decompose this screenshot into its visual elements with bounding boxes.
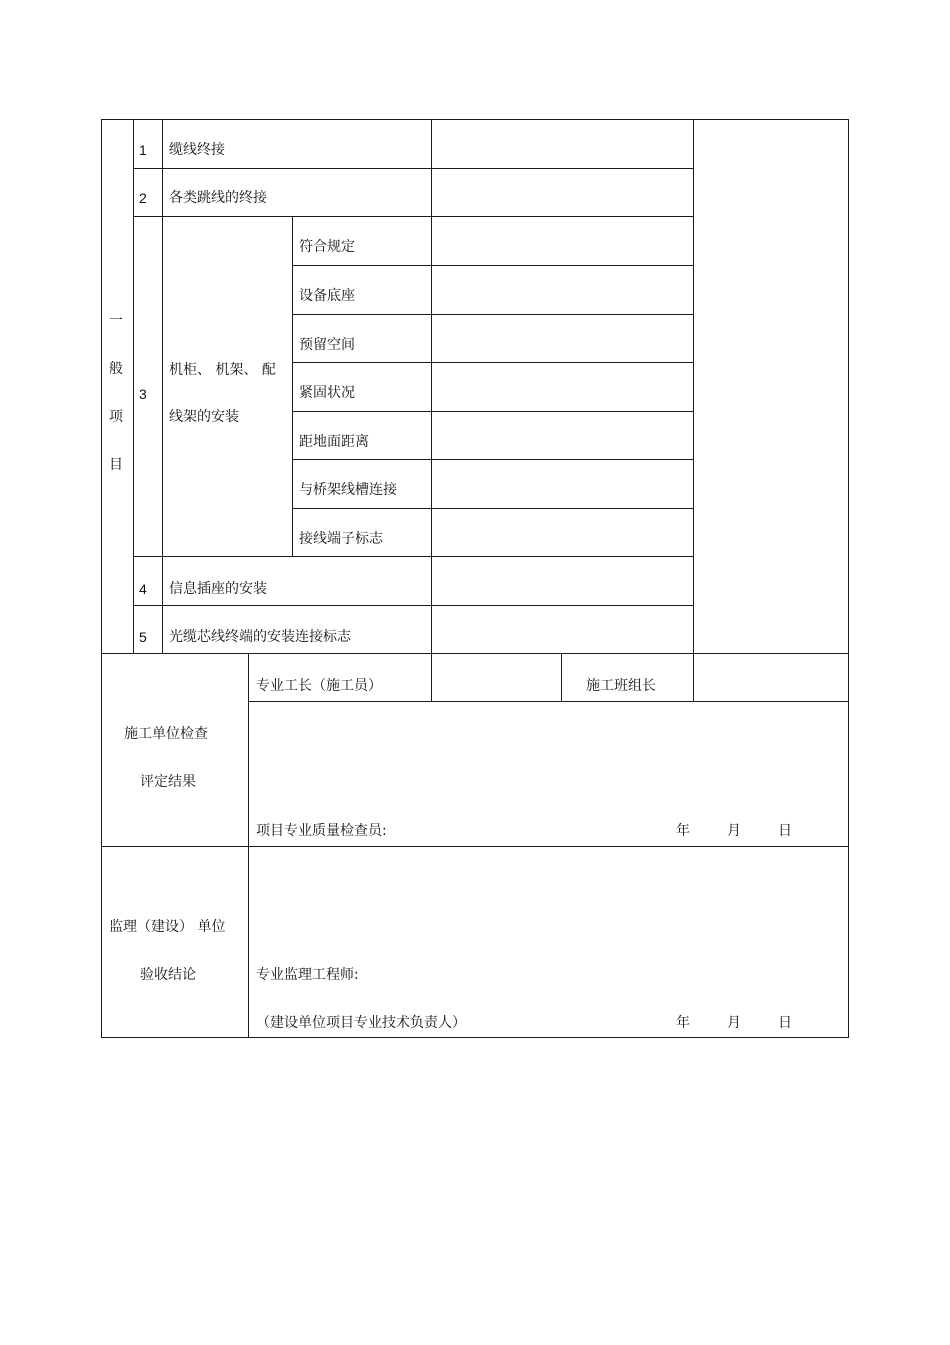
row-divider	[133, 556, 693, 557]
sub-item-name: 设备底座	[299, 288, 355, 304]
table-border-right	[848, 119, 849, 1038]
row-divider	[292, 265, 693, 266]
item-name: 信息插座的安装	[169, 581, 267, 597]
item-name: 机柜、 机架、 配	[169, 362, 276, 378]
supervision-label: 验收结论	[140, 967, 196, 983]
col-divider	[693, 119, 694, 702]
date-year: 年	[676, 1015, 690, 1031]
item-number: 1	[139, 142, 147, 158]
table-border-bottom	[101, 1037, 849, 1038]
supervising-engineer-label: 专业监理工程师:	[256, 967, 359, 983]
sub-item-name: 距地面距离	[299, 434, 369, 450]
row-divider	[292, 508, 693, 509]
sub-item-name: 符合规定	[299, 239, 355, 255]
supervision-label: 监理（建设） 单位	[109, 919, 226, 935]
general-items-label-char-1: 一	[109, 313, 123, 329]
team-leader-label: 施工班组长	[586, 678, 656, 694]
table-border-top	[101, 119, 849, 120]
item-name: 线架的安装	[169, 409, 239, 425]
foreman-label: 专业工长（施工员）	[256, 678, 382, 694]
item-name: 各类跳线的终接	[169, 190, 267, 206]
quality-inspector-label: 项目专业质量检查员:	[256, 823, 387, 839]
construction-check-label: 施工单位检查	[124, 726, 208, 742]
item-number: 3	[139, 386, 147, 402]
date-day: 日	[778, 1015, 792, 1031]
row-divider	[133, 216, 693, 217]
row-divider	[248, 701, 849, 702]
row-divider	[292, 459, 693, 460]
col-divider	[292, 216, 293, 557]
col-divider	[133, 119, 134, 654]
general-items-label-char-2: 般	[109, 361, 123, 377]
row-divider	[133, 168, 693, 169]
sub-item-name: 与桥架线槽连接	[299, 482, 397, 498]
sub-item-name: 预留空间	[299, 337, 355, 353]
sub-item-name: 紧固状况	[299, 385, 355, 401]
item-number: 5	[139, 629, 147, 645]
row-divider	[133, 605, 693, 606]
col-divider	[162, 119, 163, 654]
construction-check-label: 评定结果	[140, 774, 196, 790]
item-number: 4	[139, 581, 147, 597]
date-day: 日	[778, 823, 792, 839]
col-divider	[248, 653, 249, 1038]
col-divider	[561, 653, 562, 702]
item-number: 2	[139, 190, 147, 206]
item-name: 光缆芯线终端的安装连接标志	[169, 629, 351, 645]
col-divider	[431, 119, 432, 702]
section-divider	[101, 846, 849, 847]
general-items-label-char-3: 项	[109, 409, 123, 425]
date-month: 月	[727, 1015, 741, 1031]
row-divider	[292, 411, 693, 412]
item-name: 缆线终接	[169, 142, 225, 158]
section-divider	[101, 653, 849, 654]
general-items-label-char-4: 目	[109, 457, 123, 473]
owner-representative-label: （建设单位项目专业技术负责人）	[256, 1015, 466, 1031]
date-month: 月	[727, 823, 741, 839]
row-divider	[292, 362, 693, 363]
table-border-left	[101, 119, 102, 1038]
sub-item-name: 接线端子标志	[299, 531, 383, 547]
row-divider	[292, 314, 693, 315]
date-year: 年	[676, 823, 690, 839]
